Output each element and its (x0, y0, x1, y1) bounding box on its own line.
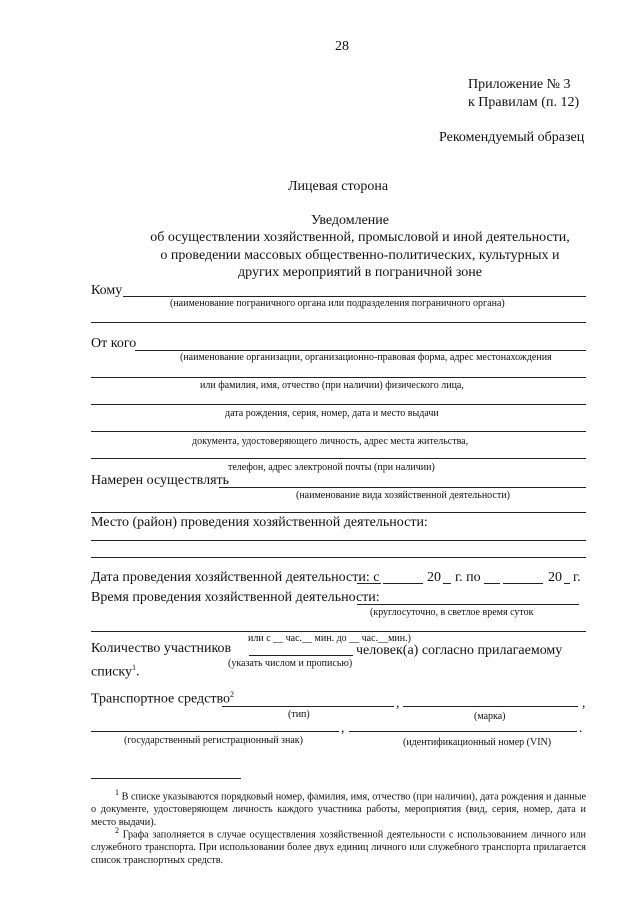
from-field-4[interactable] (91, 431, 586, 432)
intent-field-2[interactable] (91, 512, 586, 513)
sample-label: Рекомендуемый образец (439, 130, 585, 145)
footnote-divider (91, 778, 241, 779)
page-number: 28 (335, 39, 349, 54)
place-field-1[interactable] (91, 540, 586, 541)
title-line-4: других мероприятий в пограничной зоне (238, 265, 482, 280)
transport-comma-2: , (582, 695, 586, 710)
participants-field[interactable] (249, 655, 353, 656)
time-field-2[interactable] (91, 631, 586, 632)
participants-list: списку$^1$. (91, 663, 140, 680)
transport-vin-field[interactable] (349, 731, 577, 732)
date-g-po: г. по (455, 570, 481, 585)
side-label: Лицевая сторона (288, 179, 389, 194)
participants-label: Количество участников (91, 641, 232, 656)
date-from-year[interactable] (443, 583, 451, 584)
footnote-1: $^1$ В списке указываются порядковый номер, фамилия, имя, отчество (при наличии), дата рождения и данные о документе, удостоверяющем личность каждого участника работы, мероприятия (вид, серия, номер, дата и место выдачи). (91, 788, 587, 829)
from-caption-1: (наименование организации, организационно-правовая форма, адрес местонахождения (180, 352, 552, 363)
title-line-2: об осуществлении хозяйственной, промысловой и иной деятельности, (150, 230, 570, 245)
from-label: От кого (91, 336, 137, 351)
date-from-day[interactable] (357, 583, 381, 584)
from-caption-5: телефон, адрес электроной почты (при наличии) (228, 462, 435, 473)
place-label: Место (район) проведения хозяйственной деятельности: (91, 515, 428, 530)
transport-dot: . (579, 720, 583, 735)
participants-suffix: человек(а) согласно прилагаемому (356, 643, 563, 658)
time-field[interactable] (357, 604, 579, 605)
appendix-line-1: Приложение № 3 (468, 77, 571, 92)
from-caption-4: документа, удостоверяющего личность, адрес места жительства, (192, 436, 469, 447)
date-to-year[interactable] (564, 583, 570, 584)
from-field-2[interactable] (91, 377, 586, 378)
time-caption-1: (круглосуточно, в светлое время суток (370, 607, 534, 618)
to-field[interactable] (123, 296, 586, 297)
date-from-year-prefix: 20 (427, 570, 441, 585)
transport-reg-caption: (государственный регистрационный знак) (124, 735, 303, 746)
to-caption: (наименование пограничного органа или подразделения пограничного органа) (170, 298, 505, 309)
from-field-3[interactable] (91, 404, 586, 405)
transport-reg-field[interactable] (91, 731, 339, 732)
intent-caption: (наименование вида хозяйственной деятельности) (296, 490, 510, 501)
transport-type-caption: (тип) (288, 709, 310, 720)
from-field-5[interactable] (91, 458, 586, 459)
intent-field[interactable] (219, 487, 586, 488)
transport-brand-field[interactable] (403, 706, 578, 707)
from-caption-3: дата рождения, серия, номер, дата и место выдачи (225, 408, 439, 419)
time-caption-2: или с __ час.__ мин. до __ час.__мин.) (248, 633, 411, 644)
to-field-2[interactable] (91, 322, 586, 323)
date-to-day[interactable] (484, 583, 500, 584)
transport-label: Транспортное средство$^2$ (91, 690, 234, 707)
intent-label: Намерен осуществлять (91, 473, 230, 488)
transport-brand-caption: (марка) (474, 711, 506, 722)
place-field-2[interactable] (91, 557, 586, 558)
title-line-3: о проведении массовых общественно-политических, культурных и (160, 248, 560, 263)
to-label: Кому (91, 283, 123, 298)
date-g: г. (573, 570, 581, 585)
dates-label: Дата проведения хозяйственной деятельности: с (91, 570, 380, 585)
title-line-1: Уведомление (310, 213, 389, 228)
appendix-line-2: к Правилам (п. 12) (468, 95, 580, 110)
transport-comma-1: , (396, 695, 400, 710)
date-to-month[interactable] (503, 583, 543, 584)
time-label: Время проведения хозяйственной деятельности: (91, 590, 380, 605)
date-to-year-prefix: 20 (548, 570, 562, 585)
from-caption-2: или фамилия, имя, отчество (при наличии) физического лица, (200, 380, 464, 391)
transport-type-field[interactable] (222, 706, 394, 707)
participants-caption: (указать числом и прописью) (228, 658, 353, 669)
from-field[interactable] (135, 350, 586, 351)
transport-vin-caption: (идентификационный номер (VIN) (403, 737, 552, 748)
footnote-2: $^2$ Графа заполняется в случае осуществления хозяйственной деятельности с использованием личного или служебного транспорта. При использовании более двух единиц личного или служебного транспорта прилагается список транспортных средств. (91, 826, 586, 867)
transport-comma-3: , (341, 720, 345, 735)
date-from-month[interactable] (383, 583, 423, 584)
